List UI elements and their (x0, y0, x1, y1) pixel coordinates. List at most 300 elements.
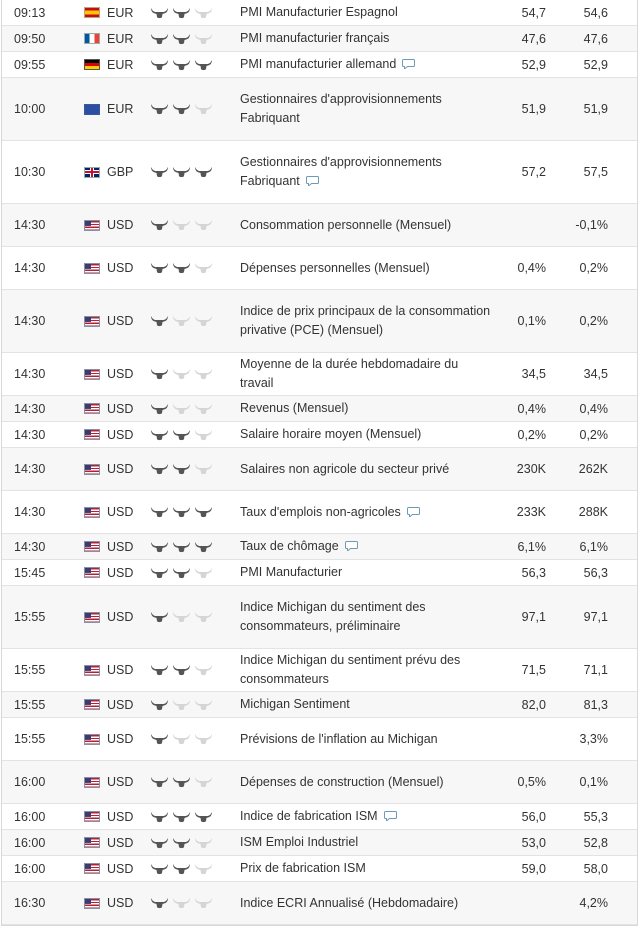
bull-icon (172, 811, 191, 823)
importance-rating (150, 897, 240, 909)
forecast-value: 55,3 (583, 809, 608, 824)
currency-code: EUR (107, 31, 134, 46)
calendar-row[interactable] (2, 141, 637, 204)
forecast-value: 52,9 (583, 57, 608, 72)
event-time: 15:55 (14, 610, 46, 624)
event-name[interactable]: Michigan Sentiment (240, 697, 350, 711)
bull-icon (150, 463, 169, 475)
event-cell (240, 302, 498, 340)
currency-code: USD (107, 775, 134, 789)
event-cell (240, 651, 498, 689)
event-name[interactable]: Taux de chômage (240, 539, 339, 553)
forecast-value: 58,0 (583, 861, 608, 876)
calendar-row[interactable] (2, 586, 637, 649)
country-flag-icon (84, 612, 100, 623)
event-name[interactable]: Dépenses de construction (Mensuel) (240, 774, 444, 789)
forecast-value: 0,2% (579, 261, 608, 275)
currency-code: USD (107, 809, 134, 824)
event-time: 14:30 (14, 539, 46, 554)
forecast-value: 0,2% (579, 427, 608, 442)
event-name[interactable]: Consommation personnelle (Mensuel) (240, 217, 452, 232)
event-time: 14:30 (14, 401, 46, 416)
event-name[interactable]: Indice ECRI Annualisé (Hebdomadaire) (240, 895, 459, 910)
event-cell (240, 460, 498, 479)
currency-cell (84, 314, 150, 328)
bull-icon (172, 733, 191, 745)
actual-value: 71,5 (521, 663, 546, 677)
bull-icon (150, 776, 169, 788)
event-name[interactable]: Indice de prix principaux de la consommation privative (PCE) (Mensuel) (240, 304, 491, 337)
calendar-row[interactable] (2, 0, 637, 26)
actual-value: 59,0 (521, 861, 546, 876)
country-flag-icon (84, 167, 100, 178)
bull-icon (194, 262, 213, 274)
importance-rating (150, 541, 240, 553)
event-name[interactable]: Revenus (Mensuel) (240, 401, 349, 415)
bull-icon (194, 699, 213, 711)
forecast-value: 34,5 (583, 367, 608, 381)
currency-cell (84, 732, 150, 746)
economic-calendar-table (1, 0, 638, 926)
currency-code: USD (107, 835, 134, 850)
country-flag-icon (84, 104, 100, 115)
currency-cell (84, 896, 150, 910)
bull-icon (194, 463, 213, 475)
event-cell (240, 90, 498, 128)
event-name[interactable]: Prévisions de l'inflation au Michigan (240, 731, 438, 746)
calendar-row[interactable] (2, 560, 637, 586)
currency-cell (84, 6, 150, 20)
importance-rating (150, 699, 240, 711)
event-cell (240, 598, 498, 636)
actual-value: 0,1% (517, 314, 546, 328)
actual-value: 233K (516, 505, 546, 519)
country-flag-icon (84, 699, 100, 710)
bull-icon (150, 403, 169, 415)
bull-icon (172, 429, 191, 441)
currency-code: USD (107, 697, 134, 712)
event-cell (240, 859, 498, 878)
event-name[interactable]: PMI manufacturier allemand (240, 57, 397, 71)
bull-icon (150, 567, 169, 579)
bull-icon (172, 219, 191, 231)
calendar-row[interactable] (2, 856, 637, 882)
importance-rating (150, 166, 240, 178)
forecast-value: 47,6 (583, 31, 608, 46)
currency-cell (84, 102, 150, 116)
importance-rating (150, 7, 240, 19)
event-time: 09:50 (14, 31, 46, 46)
forecast-value: 56,3 (583, 565, 608, 580)
currency-cell (84, 663, 150, 677)
event-name[interactable]: ISM Emploi Industriel (240, 835, 359, 849)
event-cell (240, 503, 498, 522)
importance-rating (150, 219, 240, 231)
bull-icon (150, 506, 169, 518)
bull-icon (150, 7, 169, 19)
currency-code: USD (107, 367, 134, 381)
actual-value: 53,0 (521, 835, 546, 850)
event-cell (240, 55, 498, 74)
country-flag-icon (84, 429, 100, 440)
forecast-value: 262K (578, 462, 608, 476)
calendar-row[interactable] (2, 830, 637, 856)
bull-icon (150, 103, 169, 115)
currency-cell (84, 428, 150, 442)
bull-icon (194, 733, 213, 745)
calendar-row[interactable] (2, 422, 637, 448)
country-flag-icon (84, 837, 100, 848)
actual-value: 56,0 (521, 809, 546, 824)
calendar-row[interactable] (2, 649, 637, 692)
currency-code: USD (107, 218, 134, 232)
event-time: 14:30 (14, 367, 46, 381)
importance-rating (150, 463, 240, 475)
importance-rating (150, 59, 240, 71)
event-cell (240, 399, 498, 418)
event-time: 16:00 (14, 809, 46, 824)
bull-icon (150, 368, 169, 380)
actual-value: 34,5 (521, 367, 546, 381)
importance-rating (150, 567, 240, 579)
bull-icon (150, 611, 169, 623)
event-name[interactable]: PMI Manufacturier (240, 565, 343, 579)
calendar-row[interactable] (2, 247, 637, 290)
currency-code: GBP (107, 165, 134, 179)
event-time: 14:30 (14, 462, 46, 476)
currency-code: EUR (107, 5, 134, 20)
event-time: 15:45 (14, 565, 46, 580)
bull-icon (194, 811, 213, 823)
bull-icon (194, 368, 213, 380)
bull-icon (172, 541, 191, 553)
bull-icon (150, 863, 169, 875)
forecast-value: 57,5 (583, 165, 608, 179)
importance-rating (150, 403, 240, 415)
currency-cell (84, 810, 150, 824)
forecast-value: 0,1% (579, 775, 608, 789)
event-time: 14:30 (14, 218, 46, 232)
actual-value: 57,2 (521, 165, 546, 179)
comment-bubble-icon[interactable] (345, 541, 358, 551)
actual-value: 0,4% (517, 261, 546, 275)
importance-rating (150, 863, 240, 875)
bull-icon (194, 219, 213, 231)
calendar-row[interactable] (2, 396, 637, 422)
country-flag-icon (84, 541, 100, 552)
bull-icon (172, 33, 191, 45)
event-cell (240, 773, 498, 792)
bull-icon (150, 315, 169, 327)
bull-icon (194, 166, 213, 178)
bull-icon (150, 664, 169, 676)
bull-icon (172, 506, 191, 518)
bull-icon (150, 541, 169, 553)
event-cell (240, 153, 498, 191)
event-time: 16:00 (14, 861, 46, 876)
forecast-value: 81,3 (583, 697, 608, 712)
importance-rating (150, 33, 240, 45)
country-flag-icon (84, 863, 100, 874)
actual-value: 0,4% (517, 401, 546, 416)
event-time: 15:55 (14, 732, 46, 746)
calendar-row[interactable] (2, 761, 637, 804)
bull-icon (194, 33, 213, 45)
currency-cell (84, 218, 150, 232)
calendar-row[interactable] (2, 353, 637, 396)
forecast-value: 54,6 (583, 5, 608, 20)
bull-icon (172, 403, 191, 415)
importance-rating (150, 506, 240, 518)
bull-icon (172, 776, 191, 788)
event-cell (240, 355, 498, 393)
event-cell (240, 3, 498, 22)
bull-icon (194, 567, 213, 579)
currency-code: USD (107, 314, 134, 328)
actual-value: 0,5% (517, 775, 546, 789)
importance-rating (150, 837, 240, 849)
bull-icon (172, 368, 191, 380)
currency-cell (84, 58, 150, 72)
currency-code: USD (107, 427, 134, 442)
event-name[interactable]: PMI manufacturier français (240, 31, 390, 45)
country-flag-icon (84, 665, 100, 676)
bull-icon (194, 611, 213, 623)
event-time: 14:30 (14, 314, 46, 328)
actual-value: 0,2% (517, 427, 546, 442)
event-name[interactable]: Gestionnaires d'approvisionnements Fabriquant (240, 155, 442, 188)
event-name[interactable]: Indice Michigan du sentiment des consommateurs, préliminaire (240, 600, 426, 633)
calendar-row[interactable] (2, 534, 637, 560)
event-name[interactable]: Indice Michigan du sentiment prévu des consommateurs (240, 653, 461, 686)
currency-code: USD (107, 732, 134, 746)
calendar-row[interactable] (2, 204, 637, 247)
importance-rating (150, 262, 240, 274)
bull-icon (194, 315, 213, 327)
actual-value: 56,3 (521, 565, 546, 580)
bull-icon (172, 567, 191, 579)
importance-rating (150, 315, 240, 327)
bull-icon (172, 315, 191, 327)
country-flag-icon (84, 59, 100, 70)
comment-bubble-icon[interactable] (407, 507, 420, 517)
currency-code: USD (107, 663, 134, 677)
bull-icon (194, 541, 213, 553)
bull-icon (194, 59, 213, 71)
event-name[interactable]: Indice de fabrication ISM (240, 809, 378, 823)
currency-code: USD (107, 261, 134, 275)
currency-code: USD (107, 401, 134, 416)
bull-icon (194, 429, 213, 441)
calendar-row[interactable] (2, 718, 637, 761)
currency-cell (84, 165, 150, 179)
actual-value: 97,1 (521, 610, 546, 624)
event-name[interactable]: Moyenne de la durée hebdomadaire du travail (240, 357, 459, 390)
event-time: 16:00 (14, 775, 46, 789)
forecast-value: 0,4% (579, 401, 608, 416)
bull-icon (194, 837, 213, 849)
actual-value: 54,7 (521, 5, 546, 20)
forecast-value: 0,2% (579, 314, 608, 328)
currency-code: USD (107, 505, 134, 519)
event-time: 14:30 (14, 261, 46, 275)
actual-value: 82,0 (521, 697, 546, 712)
forecast-value: 288K (578, 505, 608, 519)
importance-rating (150, 429, 240, 441)
currency-code: USD (107, 462, 134, 476)
bull-icon (172, 664, 191, 676)
event-time: 10:30 (14, 165, 46, 179)
bull-icon (150, 33, 169, 45)
importance-rating (150, 733, 240, 745)
country-flag-icon (84, 220, 100, 231)
importance-rating (150, 611, 240, 623)
bull-icon (150, 897, 169, 909)
bull-icon (194, 863, 213, 875)
currency-code: USD (107, 610, 134, 624)
event-time: 16:00 (14, 835, 46, 850)
actual-value: 51,9 (521, 102, 546, 116)
event-name[interactable]: Dépenses personnelles (Mensuel) (240, 260, 430, 275)
calendar-row[interactable] (2, 692, 637, 718)
importance-rating (150, 368, 240, 380)
country-flag-icon (84, 777, 100, 788)
event-cell (240, 563, 498, 582)
event-time: 09:13 (14, 5, 46, 20)
bull-icon (150, 699, 169, 711)
calendar-row[interactable] (2, 52, 637, 78)
country-flag-icon (84, 567, 100, 578)
event-cell (240, 695, 498, 714)
currency-cell (84, 462, 150, 476)
currency-cell (84, 32, 150, 46)
event-time: 14:30 (14, 427, 46, 442)
actual-value: 230K (516, 462, 546, 476)
currency-cell (84, 367, 150, 381)
forecast-value: 51,9 (583, 102, 608, 116)
bull-icon (172, 897, 191, 909)
country-flag-icon (84, 898, 100, 909)
calendar-row[interactable] (2, 882, 637, 925)
bull-icon (150, 733, 169, 745)
event-cell (240, 537, 498, 556)
currency-cell (84, 505, 150, 519)
bull-icon (172, 59, 191, 71)
forecast-value: 52,8 (583, 835, 608, 850)
bull-icon (150, 262, 169, 274)
actual-value: 6,1% (517, 539, 546, 554)
bull-icon (172, 166, 191, 178)
bull-icon (172, 863, 191, 875)
forecast-value: 97,1 (583, 610, 608, 624)
forecast-value: 4,2% (579, 896, 608, 910)
event-cell (240, 425, 498, 444)
comment-bubble-icon[interactable] (306, 176, 319, 186)
importance-rating (150, 811, 240, 823)
country-flag-icon (84, 7, 100, 18)
importance-rating (150, 776, 240, 788)
actual-value: 52,9 (521, 57, 546, 72)
country-flag-icon (84, 464, 100, 475)
event-cell (240, 216, 498, 235)
country-flag-icon (84, 811, 100, 822)
event-cell (240, 259, 498, 278)
currency-cell (84, 610, 150, 624)
bull-icon (194, 403, 213, 415)
calendar-row[interactable] (2, 26, 637, 52)
bull-icon (172, 7, 191, 19)
event-time: 09:55 (14, 57, 46, 72)
event-cell (240, 894, 498, 913)
importance-rating (150, 664, 240, 676)
event-name[interactable]: Taux d'emplois non-agricoles (240, 504, 401, 519)
country-flag-icon (84, 734, 100, 745)
event-time: 15:55 (14, 663, 46, 677)
calendar-row[interactable] (2, 491, 637, 534)
currency-cell (84, 698, 150, 712)
bull-icon (172, 699, 191, 711)
calendar-row[interactable] (2, 290, 637, 353)
currency-code: EUR (107, 57, 134, 72)
event-time: 10:00 (14, 102, 46, 116)
calendar-row[interactable] (2, 78, 637, 141)
country-flag-icon (84, 507, 100, 518)
forecast-value: -0,1% (575, 218, 608, 232)
event-cell (240, 807, 498, 826)
bull-icon (150, 429, 169, 441)
bull-icon (172, 463, 191, 475)
event-name[interactable]: Salaires non agricole du secteur privé (240, 461, 450, 476)
bull-icon (150, 166, 169, 178)
event-time: 16:30 (14, 896, 46, 910)
currency-cell (84, 566, 150, 580)
bull-icon (150, 811, 169, 823)
bull-icon (194, 103, 213, 115)
event-name[interactable]: PMI Manufacturier Espagnol (240, 5, 398, 19)
bull-icon (194, 664, 213, 676)
bull-icon (172, 103, 191, 115)
importance-rating (150, 103, 240, 115)
country-flag-icon (84, 263, 100, 274)
country-flag-icon (84, 403, 100, 414)
event-name[interactable]: Salaire horaire moyen (Mensuel) (240, 427, 422, 441)
event-time: 15:55 (14, 697, 46, 712)
bull-icon (194, 7, 213, 19)
bull-icon (194, 897, 213, 909)
bull-icon (172, 611, 191, 623)
event-name[interactable]: Prix de fabrication ISM (240, 861, 366, 875)
currency-code: USD (107, 896, 134, 910)
comment-bubble-icon[interactable] (402, 59, 415, 69)
event-cell (240, 730, 498, 749)
currency-cell (84, 862, 150, 876)
currency-cell (84, 402, 150, 416)
actual-value: 47,6 (521, 31, 546, 46)
country-flag-icon (84, 316, 100, 327)
calendar-row[interactable] (2, 448, 637, 491)
currency-code: USD (107, 539, 134, 554)
bull-icon (194, 776, 213, 788)
currency-cell (84, 261, 150, 275)
forecast-value: 3,3% (579, 732, 608, 746)
comment-bubble-icon[interactable] (384, 811, 397, 821)
currency-cell (84, 775, 150, 789)
bull-icon (194, 506, 213, 518)
event-name[interactable]: Gestionnaires d'approvisionnements Fabriquant (240, 92, 442, 125)
country-flag-icon (84, 33, 100, 44)
currency-code: USD (107, 565, 134, 580)
calendar-row[interactable] (2, 804, 637, 830)
